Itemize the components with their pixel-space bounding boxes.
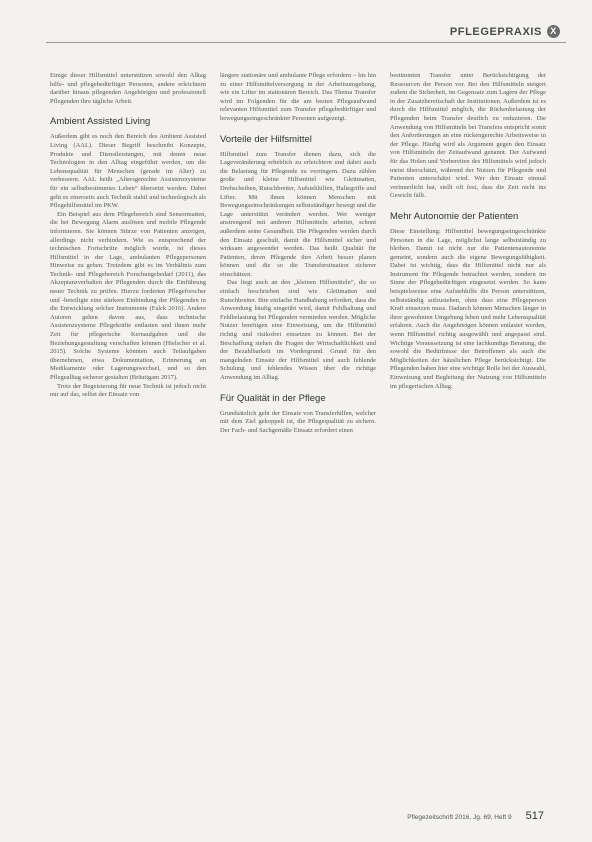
paragraph: Diese Einstellung: Hilfsmittel bewegungseingeschränkte Personen in die Lage, möglichst lange selbstständig zu bleiben. Damit ist nicht nur die Patientenautonomie gemeint, sondern auch die eigene Bewegungsfähigkeit. Dabei ist wichtig, dass die Hilfsmittel nicht nur als Instrument für Pflegende betrachtet werden, sondern im Sinne der Pflegebedürftigen eingesetzt werden. So kann beispielsweise eine Aufstehhilfe die Person unterstützen, selbstständig aufzustehen, ohne dass eine Pflegeperson Kraft einsetzen muss. Dadurch können Menschen länger in ihrer gewohnten Umgebung leben und mehr Lebensqualität erfahren. Auch die Angehörigen können entlastet werden, wenn Hilfsmittel richtig ausgewählt und angepasst sind. Wichtige Voraussetzung ist eine fachkundige Beratung, die sowohl die Bedürfnisse der Betroffenen als auch die Möglichkeiten der häuslichen Pflege berücksichtigt. Die Pflegenden haben hier eine wichtige Rolle bei der Auswahl, Einweisung und Begleitung der Nutzung von Hilfsmitteln im pflegerischen Alltag.: [390, 227, 546, 390]
section-heading: Ambient Assisted Living: [50, 116, 151, 128]
paragraph: Das liegt auch an den „kleinen Hilfsmitteln“, die so einfach beschrieben sind wie Gleitmatten und Rutschbretter. Ihre einfache Handhabung erfordert, dass die Anwendung häufig eingeübt wird, damit Fehlhaltung und Fehlbelastung bei Pflegenden vermieden werden. Mögliche Nutzer benötigen eine Einweisung, um die Hilfsmittel richtig und risikofrei einsetzen zu können. Bei der Beschaffung stehen die Fragen der Wirtschaftlichkeit und der Bezahlbarkeit im Vordergrund. Grund für den mangelnden Einsatz der Hilfsmittel sind auch fehlende Schulung und fehlendes Wissen über die richtige Anwendung im Alltag.: [220, 279, 376, 381]
journal-logo-icon: X: [547, 25, 560, 38]
paragraph: längere stationäre und ambulante Pflege erfordern – bis hin zu einer Hilfsmittelversorgung in der Arbeitsumgebung, wie ein Lifter im stationären Bereich. Das Thema Transfer wird im Folgenden für die am besten Pflegeaufwand relevanten Hilfsmittel zum Transfer pflegebedürftiger und bewegungseingeschränkter Personen aufgezeigt.: [220, 72, 376, 122]
column-1: [50, 72, 206, 400]
paragraph: bestimmten Transfer unter Berücksichtigung der Ressourcen der Person vor. Bei den Hilfsmitteln steigert zudem die Sicherheit, im Gegensatz zum Lagern der Pflege in der Zusatzbereitschaft der Institutionen. Außerdem ist es durch die Hilfsmittel möglich, die Rückenbelastung der Pflegenden beim Transfer deutlich zu reduzieren. Die Anwendung von Hilfsmitteln bei Transfers entspricht somit den Anforderungen an eine rückengerechte Arbeitsweise in der Pflege. Häufig wird als Argument gegen den Einsatz von Hilfsmitteln der Zeitaufwand genannt. Der Aufwand für das Holen und Vorbereiten des Hilfsmittels wird jedoch meist überschätzt, während der Nutzen für Pflegende und Patienten unterschätzt wird. Wer den Einsatz einmal verinnerlicht hat, stellt oft fest, dass die Zeit nicht ins Gewicht fällt.: [390, 72, 546, 200]
section-label: [450, 25, 560, 38]
paragraph: Trotz der Begeisterung für neue Technik ist jedoch nicht nur auf das, selbst der Einsatz von: [50, 382, 206, 399]
paragraph: Ein Beispiel aus dem Pflegebereich sind Sensormatten, die bei Bewegung Alarm auslösen und mobile Pflegende informieren. Sie können Stürze von Patienten anzeigen, allerdings nicht verhindern. Wie es entsprechend der technischen Fortschritte möglich wurde, ist dieses Hilfsmittel in der Lage, ambulanten Pflegepersonen Hinweise zu geben. Trotzdem gibt es im Verhältnis zum Technik- und Pflegebereich Forschungsbedarf (2011), das Akzeptanzverhalten der Pflegenden durch die Einführung neuer Technik zu prüfen. Hierzu forderten Pflegeforscher und -beteiligte eine stärkere Einbindung der Pflegenden in die Entwicklung solcher Instrumente (Falck 2016). Andere Autoren gehen davon aus, dass technische Assistenzsysteme Pflegekräfte entlasten und ihnen mehr Zeit für pflegerische Kernaufgaben und die Beziehungsgestaltung verschaffen können (Hielscher et al. 2015). Solche Systeme könnten auch Teilaufgaben übernehmen, etwa Dokumentation, Erinnerung an Medikamente oder Lagerungswechsel, und so den Pflegealltag sicherer gestalten (Bräutigam 2017).: [50, 210, 206, 381]
header-rule: [46, 42, 566, 43]
column-3: [390, 72, 546, 391]
section-title: PFLEGEPRAXIS: [449, 25, 542, 38]
section-heading: Für Qualität in der Pflege: [220, 392, 326, 404]
paragraph: Grundsätzlich geht der Einsatz von Transferhilfen, welcher mit dem Ziel gekoppelt ist, die Pflegequalität zu sichern. Der Fach- und Sachgemäße Einsatz erfordert einen: [220, 409, 376, 434]
page-footer: [407, 810, 544, 822]
section-heading: Vorteile der Hilfsmittel: [220, 133, 312, 145]
paragraph: Einige dieser Hilfsmittel unterstützen sowohl den Alltag hilfe- und pflegebedürftiger Personen, andere erleichtern darüber hinaus pflegenden Angehörigen und professionell Pflegenden ihre tägliche Arbeit.: [50, 72, 206, 105]
page-number: 517: [525, 810, 544, 822]
paragraph: Außerdem gibt es noch den Bereich des Ambient Assisted Living (AAL). Dieser Begriff beschreibt Konzepte, Produkte und Dienstleistungen, mit denen neue Technologien in den Alltag eingeführt werden, um die Lebensqualität für Menschen (gerade im Alter) zu verbessern. AAL heißt „Altersgerechte Assistenzsysteme für ein selbstbestimmtes Leben“ übersetzt werden. Dabei geht es einerseits auch Technik stabil und technologisch als Pflegehilfsmittel im PKW.: [50, 133, 206, 210]
section-heading: Mehr Autonomie der Patienten: [390, 210, 519, 222]
paragraph: Hilfsmittel zum Transfer dienen dazu, sich die Lageveränderung erheblich zu erleichtern und dabei auch die Belastung für Pflegende zu verringern. Dazu zählen große und kleine Hilfsmittel wie Gleitmatten, Drehscheiben, Rutschbretter, Aufstehhilfen, Haltegriffe und Lifter. Mit ihnen können Menschen mit Bewegungseinschränkungen selbstständiger bewegt und die Lage unterstützt verändert werden. Wer weniger anstrengend mit anderen Hilfsmitteln arbeitet, schont außerdem seine Gesundheit. Die Pflegenden werden durch den Einsatz geschult, damit die Hilfsmittel sicher und wirksam angewendet werden. Das heißt Qualität für Patienten, deren Pflegende ihre Arbeit besser planen können und die so die Transfersituation sicherer einschätzen.: [220, 150, 376, 278]
column-2: [220, 72, 376, 435]
journal-citation: Pflegezeitschrift 2016, Jg. 69, Heft 9: [407, 814, 512, 821]
